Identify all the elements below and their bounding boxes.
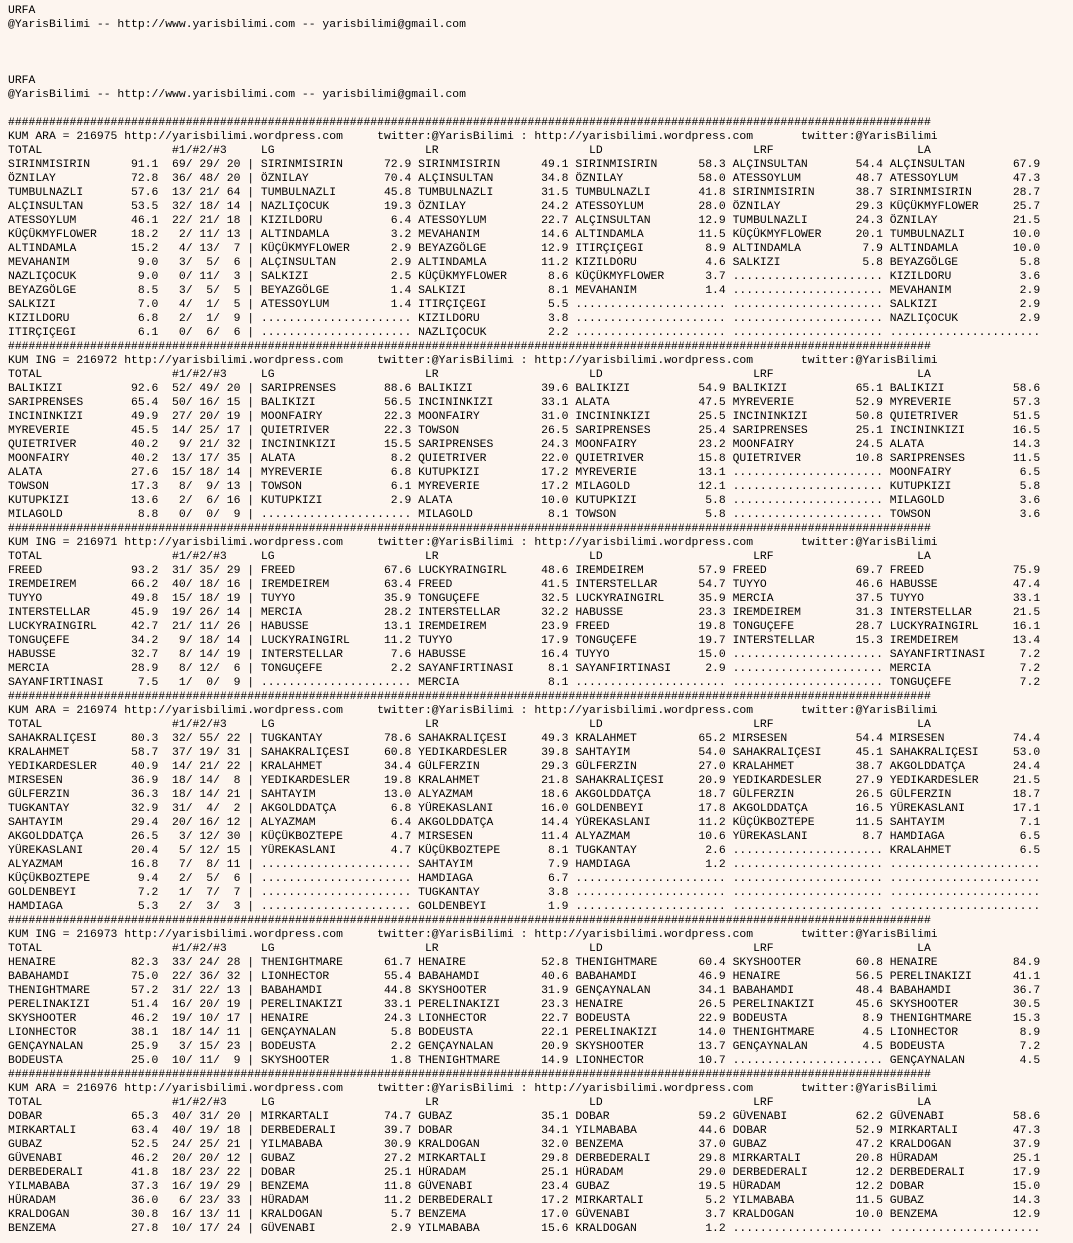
separator-line: ####################################################################################################################################### [8, 691, 931, 703]
table-row: MOONFAIRY 40.2 13/ 17/ 35 | ALATA 8.2 QUIETRIVER 22.0 QUIETRIVER 15.8 QUIETRIVER 10.8 SARIPRENSES 11.5 [8, 453, 1041, 465]
table-row: BABAHAMDI 75.0 22/ 36/ 32 | LIONHECTOR 55.4 BABAHAMDI 40.6 BABAHAMDI 46.9 HENAIRE 56.5 PERELINAKIZI 41.1 [8, 971, 1041, 983]
table-row: SALKIZI 7.0 4/ 1/ 5 | ATESSOYLUM 1.4 ITIRÇIÇEGI 5.5 ...................... ...................... SALKIZI 2.9 [8, 299, 1041, 311]
table-row: THENIGHTMARE 57.2 31/ 22/ 13 | BABAHAMDI 44.8 SKYSHOOTER 31.9 GENÇAYNALAN 34.1 BABAHAMDI 48.4 BABAHAMDI 36.7 [8, 985, 1041, 997]
city-title-1: URFA [8, 5, 36, 17]
table-row: TUMBULNAZLI 57.6 13/ 21/ 64 | TUMBULNAZLI 45.8 TUMBULNAZLI 31.5 TUMBULNAZLI 41.8 SIRINMISIRIN 38.7 SIRINMISIRIN 28.7 [8, 187, 1041, 199]
separator-line: ####################################################################################################################################### [8, 341, 931, 353]
table-row: MEVAHANIM 9.0 3/ 5/ 6 | ALÇINSULTAN 2.9 ALTINDAMLA 11.2 KIZILDORU 4.6 SALKIZI 5.8 BEYAZGÖLGE 5.8 [8, 257, 1041, 269]
table-row: FREED 93.2 31/ 35/ 29 | FREED 67.6 LUCKYRAINGIRL 48.6 IREMDEIREM 57.9 FREED 69.7 FREED 75.9 [8, 565, 1041, 577]
table-row: NAZLIÇOCUK 9.0 0/ 11/ 3 | SALKIZI 2.5 KÜÇÜKMYFLOWER 8.6 KÜÇÜKMYFLOWER 3.7 ...................... KIZILDORU 3.6 [8, 271, 1041, 283]
table-row: KUTUPKIZI 13.6 2/ 6/ 16 | KUTUPKIZI 2.9 ALATA 10.0 KUTUPKIZI 5.8 ...................... MILAGOLD 3.6 [8, 495, 1041, 507]
table-row: YÜREKASLANI 20.4 5/ 12/ 15 | YÜREKASLANI 4.7 KÜÇÜKBOZTEPE 8.1 TUGKANTAY 2.6 ...................... KRALAHMET 6.5 [8, 845, 1041, 857]
separator-line: ####################################################################################################################################### [8, 915, 931, 927]
table-row: PERELINAKIZI 51.4 16/ 20/ 19 | PERELINAKIZI 33.1 PERELINAKIZI 23.3 HENAIRE 26.5 PERELINAKIZI 45.6 SKYSHOOTER 30.5 [8, 999, 1041, 1011]
column-header: TOTAL #1/#2/#3 LG LR LD LRF LA [8, 145, 931, 157]
table-row: LIONHECTOR 38.1 18/ 14/ 11 | GENÇAYNALAN 5.8 BODEUSTA 22.1 PERELINAKIZI 14.0 THENIGHTMARE 4.5 LIONHECTOR 8.9 [8, 1027, 1041, 1039]
separator-line: ####################################################################################################################################### [8, 117, 931, 129]
race-title: KUM ARA = 216974 http://yarisbilimi.wordpress.com twitter:@YarisBilimi : http://yarisbilimi.wordpress.com twitter:@YarisBilimi [8, 705, 938, 717]
table-row: GÜLFERZIN 36.3 18/ 14/ 21 | SAHTAYIM 13.0 ALYAZMAM 18.6 AKGOLDDATÇA 18.7 GÜLFERZIN 26.5 GÜLFERZIN 18.7 [8, 789, 1041, 801]
table-row: TOWSON 17.3 8/ 9/ 13 | TOWSON 6.1 MYREVERIE 17.2 MILAGOLD 12.1 ...................... KUTUPKIZI 5.8 [8, 481, 1041, 493]
table-row: QUIETRIVER 40.2 9/ 21/ 32 | INCININKIZI 15.5 SARIPRENSES 24.3 MOONFAIRY 23.2 MOONFAIRY 24.5 ALATA 14.3 [8, 439, 1041, 451]
city-title-2: URFA [8, 75, 36, 87]
column-header: TOTAL #1/#2/#3 LG LR LD LRF LA [8, 719, 931, 731]
table-row: BENZEMA 27.8 10/ 17/ 24 | GÜVENABI 2.9 YILMABABA 15.6 KRALDOGAN 1.2 ...................... ...................... [8, 1223, 1041, 1235]
table-row: MERCIA 28.9 8/ 12/ 6 | TONGUÇEFE 2.2 SAYANFIRTINASI 8.1 SAYANFIRTINASI 2.9 ...................... MERCIA 7.2 [8, 663, 1041, 675]
table-row: SAYANFIRTINASI 7.5 1/ 0/ 9 | ...................... MERCIA 8.1 ...................... ...................... TONGUÇEFE 7.2 [8, 677, 1041, 689]
table-row: GENÇAYNALAN 25.9 3/ 15/ 23 | BODEUSTA 2.2 GENÇAYNALAN 20.9 SKYSHOOTER 13.7 GENÇAYNALAN 4.5 BODEUSTA 7.2 [8, 1041, 1041, 1053]
table-row: YILMABABA 37.3 16/ 19/ 29 | BENZEMA 11.8 GÜVENABI 23.4 GUBAZ 19.5 HÜRADAM 12.2 DOBAR 15.0 [8, 1181, 1041, 1193]
table-row: GUBAZ 52.5 24/ 25/ 21 | YILMABABA 30.9 KRALDOGAN 32.0 BENZEMA 37.0 GUBAZ 47.2 KRALDOGAN 37.9 [8, 1139, 1041, 1151]
table-row: MILAGOLD 8.8 0/ 0/ 9 | ...................... MILAGOLD 8.1 TOWSON 5.8 ...................... TOWSON 3.6 [8, 509, 1041, 521]
table-row: ITIRÇIÇEGI 6.1 0/ 6/ 6 | ...................... NAZLIÇOCUK 2.2 ...................... ...................... ...................... [8, 327, 1041, 339]
table-row: LUCKYRAINGIRL 42.7 21/ 11/ 26 | HABUSSE 13.1 IREMDEIREM 23.9 FREED 19.8 TONGUÇEFE 28.7 LUCKYRAINGIRL 16.1 [8, 621, 1041, 633]
column-header: TOTAL #1/#2/#3 LG LR LD LRF LA [8, 1097, 931, 1109]
table-row: HÜRADAM 36.0 6/ 23/ 33 | HÜRADAM 11.2 DERBEDERALI 17.2 MIRKARTALI 5.2 YILMABABA 11.5 GUBAZ 14.3 [8, 1195, 1041, 1207]
race-title: KUM ARA = 216976 http://yarisbilimi.wordpress.com twitter:@YarisBilimi : http://yarisbilimi.wordpress.com twitter:@YarisBilimi [8, 1083, 938, 1095]
separator-line: ####################################################################################################################################### [8, 523, 931, 535]
table-row: DERBEDERALI 41.8 18/ 23/ 22 | DOBAR 25.1 HÜRADAM 25.1 HÜRADAM 29.0 DERBEDERALI 12.2 DERBEDERALI 17.9 [8, 1167, 1041, 1179]
race-title: KUM ARA = 216975 http://yarisbilimi.wordpress.com twitter:@YarisBilimi : http://yarisbilimi.wordpress.com twitter:@YarisBilimi [8, 131, 938, 143]
contact-line-1: @YarisBilimi -- http://www.yarisbilimi.com -- yarisbilimi@gmail.com [8, 19, 466, 31]
race-tables [8, 117, 1040, 1235]
table-row: ALÇINSULTAN 53.5 32/ 18/ 14 | NAZLIÇOCUK 19.3 ÖZNILAY 24.2 ATESSOYLUM 28.0 ÖZNILAY 29.3 KÜÇÜKMYFLOWER 25.7 [8, 201, 1041, 213]
table-row: TUYYO 49.8 15/ 18/ 19 | TUYYO 35.9 TONGUÇEFE 32.5 LUCKYRAINGIRL 35.9 MERCIA 37.5 TUYYO 33.1 [8, 593, 1041, 605]
table-row: GÜVENABI 46.2 20/ 20/ 12 | GUBAZ 27.2 MIRKARTALI 29.8 DERBEDERALI 29.8 MIRKARTALI 20.8 HÜRADAM 25.1 [8, 1153, 1041, 1165]
table-row: SIRINMISIRIN 91.1 69/ 29/ 20 | SIRINMISIRIN 72.9 SIRINMISIRIN 49.1 SIRINMISIRIN 58.3 ALÇINSULTAN 54.4 ALÇINSULTAN 67.9 [8, 159, 1041, 171]
table-row: IREMDEIREM 66.2 40/ 18/ 16 | IREMDEIREM 63.4 FREED 41.5 INTERSTELLAR 54.7 TUYYO 46.6 HABUSSE 47.4 [8, 579, 1041, 591]
table-row: AKGOLDDATÇA 26.5 3/ 12/ 30 | KÜÇÜKBOZTEPE 4.7 MIRSESEN 11.4 ALYAZMAM 10.6 YÜREKASLANI 8.7 HAMDIAGA 6.5 [8, 831, 1041, 843]
race-title: KUM ING = 216973 http://yarisbilimi.wordpress.com twitter:@YarisBilimi : http://yarisbilimi.wordpress.com twitter:@YarisBilimi [8, 929, 938, 941]
table-row: KRALAHMET 58.7 37/ 19/ 31 | SAHAKRALIÇESI 60.8 YEDIKARDESLER 39.8 SAHTAYIM 54.0 SAHAKRALIÇESI 45.1 SAHAKRALIÇESI 53.0 [8, 747, 1041, 759]
table-row: TONGUÇEFE 34.2 9/ 18/ 14 | LUCKYRAINGIRL 11.2 TUYYO 17.9 TONGUÇEFE 19.7 INTERSTELLAR 15.3 IREMDEIREM 13.4 [8, 635, 1041, 647]
table-row: ALATA 27.6 15/ 18/ 14 | MYREVERIE 6.8 KUTUPKIZI 17.2 MYREVERIE 13.1 ...................... MOONFAIRY 6.5 [8, 467, 1041, 479]
table-row: BEYAZGÖLGE 8.5 3/ 5/ 5 | BEYAZGÖLGE 1.4 SALKIZI 8.1 MEVAHANIM 1.4 ...................... MEVAHANIM 2.9 [8, 285, 1041, 297]
table-row: BODEUSTA 25.0 10/ 11/ 9 | SKYSHOOTER 1.8 THENIGHTMARE 14.9 LIONHECTOR 10.7 ...................... GENÇAYNALAN 4.5 [8, 1055, 1041, 1067]
table-row: ÖZNILAY 72.8 36/ 48/ 20 | ÖZNILAY 70.4 ALÇINSULTAN 34.8 ÖZNILAY 58.0 ATESSOYLUM 48.7 ATESSOYLUM 47.3 [8, 173, 1041, 185]
table-row: YEDIKARDESLER 40.9 14/ 21/ 22 | KRALAHMET 34.4 GÜLFERZIN 29.3 GÜLFERZIN 27.0 KRALAHMET 38.7 AKGOLDDATÇA 24.4 [8, 761, 1041, 773]
separator-line: ####################################################################################################################################### [8, 1069, 931, 1081]
column-header: TOTAL #1/#2/#3 LG LR LD LRF LA [8, 943, 931, 955]
table-row: BALIKIZI 92.6 52/ 49/ 20 | SARIPRENSES 88.6 BALIKIZI 39.6 BALIKIZI 54.9 BALIKIZI 65.1 BALIKIZI 58.6 [8, 383, 1041, 395]
table-row: INCININKIZI 49.9 27/ 20/ 19 | MOONFAIRY 22.3 MOONFAIRY 31.0 INCININKIZI 25.5 INCININKIZI 50.8 QUIETRIVER 51.5 [8, 411, 1041, 423]
table-row: ALYAZMAM 16.8 7/ 8/ 11 | ...................... SAHTAYIM 7.9 HAMDIAGA 1.2 ...................... ...................... [8, 859, 1041, 871]
table-row: HENAIRE 82.3 33/ 24/ 28 | THENIGHTMARE 61.7 HENAIRE 52.8 THENIGHTMARE 60.4 SKYSHOOTER 60.8 HENAIRE 84.9 [8, 957, 1041, 969]
table-row: GOLDENBEYI 7.2 1/ 7/ 7 | ...................... TUGKANTAY 3.8 ...................... ...................... ...................... [8, 887, 1041, 899]
table-row: SAHAKRALIÇESI 80.3 32/ 55/ 22 | TUGKANTAY 78.6 SAHAKRALIÇESI 49.3 KRALAHMET 65.2 MIRSESEN 54.4 MIRSESEN 74.4 [8, 733, 1041, 745]
table-row: SKYSHOOTER 46.2 19/ 10/ 17 | HENAIRE 24.3 LIONHECTOR 22.7 BODEUSTA 22.9 BODEUSTA 8.9 THENIGHTMARE 15.3 [8, 1013, 1041, 1025]
column-header: TOTAL #1/#2/#3 LG LR LD LRF LA [8, 369, 931, 381]
table-row: SAHTAYIM 29.4 20/ 16/ 12 | ALYAZMAM 6.4 AKGOLDDATÇA 14.4 YÜREKASLANI 11.2 KÜÇÜKBOZTEPE 11.5 SAHTAYIM 7.1 [8, 817, 1041, 829]
contact-line-2: @YarisBilimi -- http://www.yarisbilimi.com -- yarisbilimi@gmail.com [8, 89, 466, 101]
table-row: HAMDIAGA 5.3 2/ 3/ 3 | ...................... GOLDENBEYI 1.9 ...................... ...................... ...................... [8, 901, 1041, 913]
column-header: TOTAL #1/#2/#3 LG LR LD LRF LA [8, 551, 931, 563]
table-row: INTERSTELLAR 45.9 19/ 26/ 14 | MERCIA 28.2 INTERSTELLAR 32.2 HABUSSE 23.3 IREMDEIREM 31.3 INTERSTELLAR 21.5 [8, 607, 1041, 619]
table-row: MYREVERIE 45.5 14/ 25/ 17 | QUIETRIVER 22.3 TOWSON 26.5 SARIPRENSES 25.4 SARIPRENSES 25.1 INCININKIZI 16.5 [8, 425, 1041, 437]
table-row: ATESSOYLUM 46.1 22/ 21/ 18 | KIZILDORU 6.4 ATESSOYLUM 22.7 ALÇINSULTAN 12.9 TUMBULNAZLI 24.3 ÖZNILAY 21.5 [8, 215, 1041, 227]
table-row: KÜÇÜKBOZTEPE 9.4 2/ 5/ 6 | ...................... HAMDIAGA 6.7 ...................... ...................... ...................... [8, 873, 1041, 885]
table-row: MIRKARTALI 63.4 40/ 19/ 18 | DERBEDERALI 39.7 DOBAR 34.1 YILMABABA 44.6 DOBAR 52.9 MIRKARTALI 47.3 [8, 1125, 1041, 1137]
table-row: HABUSSE 32.7 8/ 14/ 19 | INTERSTELLAR 7.6 HABUSSE 16.4 TUYYO 15.0 ...................... SAYANFIRTINASI 7.2 [8, 649, 1041, 661]
race-title: KUM ING = 216972 http://yarisbilimi.wordpress.com twitter:@YarisBilimi : http://yarisbilimi.wordpress.com twitter:@YarisBilimi [8, 355, 938, 367]
table-row: KÜÇÜKMYFLOWER 18.2 2/ 11/ 13 | ALTINDAMLA 3.2 MEVAHANIM 14.6 ALTINDAMLA 11.5 KÜÇÜKMYFLOWER 20.1 TUMBULNAZLI 10.0 [8, 229, 1041, 241]
table-row: DOBAR 65.3 40/ 31/ 20 | MIRKARTALI 74.7 GUBAZ 35.1 DOBAR 59.2 GÜVENABI 62.2 GÜVENABI 58.6 [8, 1111, 1041, 1123]
race-title: KUM ING = 216971 http://yarisbilimi.wordpress.com twitter:@YarisBilimi : http://yarisbilimi.wordpress.com twitter:@YarisBilimi [8, 537, 938, 549]
table-row: TUGKANTAY 32.9 31/ 4/ 2 | AKGOLDDATÇA 6.8 YÜREKASLANI 16.0 GOLDENBEYI 17.8 AKGOLDDATÇA 16.5 YÜREKASLANI 17.1 [8, 803, 1041, 815]
table-row: ALTINDAMLA 15.2 4/ 13/ 7 | KÜÇÜKMYFLOWER 2.9 BEYAZGÖLGE 12.9 ITIRÇIÇEGI 8.9 ALTINDAMLA 7.9 ALTINDAMLA 10.0 [8, 243, 1041, 255]
table-row: KRALDOGAN 30.8 16/ 13/ 11 | KRALDOGAN 5.7 BENZEMA 17.0 GÜVENABI 3.7 KRALDOGAN 10.0 BENZEMA 12.9 [8, 1209, 1041, 1221]
table-row: SARIPRENSES 65.4 50/ 16/ 15 | BALIKIZI 56.5 INCININKIZI 33.1 ALATA 47.5 MYREVERIE 52.9 MYREVERIE 57.3 [8, 397, 1041, 409]
table-row: MIRSESEN 36.9 18/ 14/ 8 | YEDIKARDESLER 19.8 KRALAHMET 21.8 SAHAKRALIÇESI 20.9 YEDIKARDESLER 27.9 YEDIKARDESLER 21.5 [8, 775, 1041, 787]
table-row: KIZILDORU 6.8 2/ 1/ 9 | ...................... KIZILDORU 3.8 ...................... ...................... NAZLIÇOCUK 2.9 [8, 313, 1041, 325]
